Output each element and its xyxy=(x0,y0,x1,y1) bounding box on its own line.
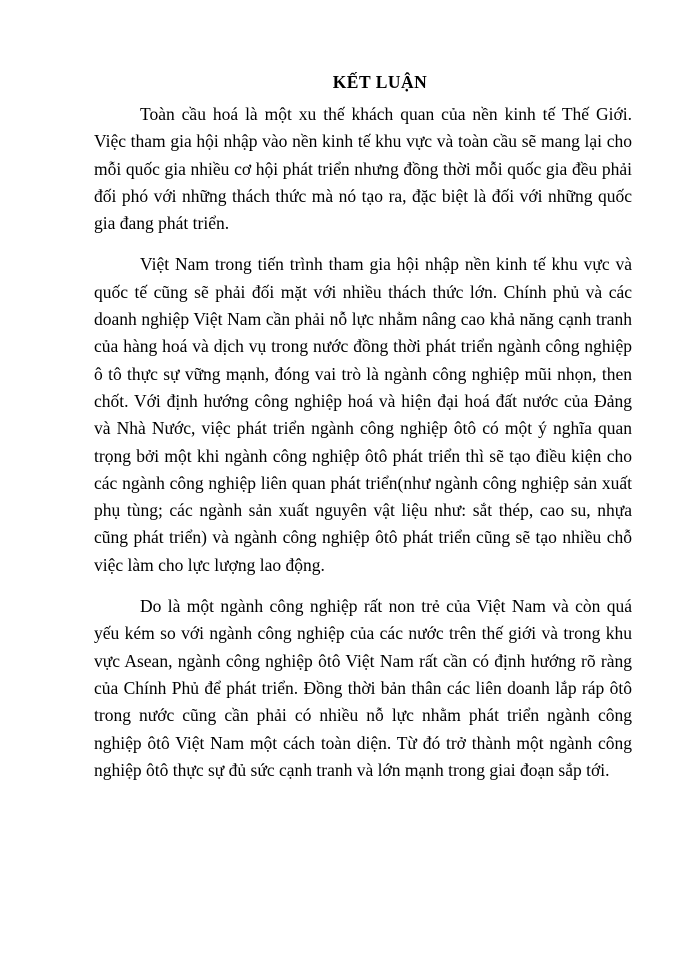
paragraph-3: Do là một ngành công nghiệp rất non trẻ của Việt Nam và còn quá yếu kém so với ngành công nghiệp của các nước trên thế giới và trong khu vực Asean, ngành công nghiệp ôtô Việt Nam rất cần có định hướng rõ ràng của Chính Phủ để phát triển. Đồng thời bản thân các liên doanh lắp ráp ôtô trong nước cũng cần phải có nhiều nỗ lực nhằm phát triển ngành công nghiệp ôtô Việt Nam một cách toàn diện. Từ đó trở thành một ngành công nghiệp ôtô thực sự đủ sức cạnh tranh và lớn mạnh trong giai đoạn sắp tới. xyxy=(94,596,632,780)
paragraph-2: Việt Nam trong tiến trình tham gia hội nhập nền kinh tế khu vực và quốc tế cũng sẽ phải đối mặt với nhiều thách thức lớn. Chính phủ và các doanh nghiệp Việt Nam cần phải nỗ lực nhằm nâng cao khả năng cạnh tranh của hàng hoá và dịch vụ trong nước đồng thời phát triển ngành công nghiệp ô tô thực sự vững mạnh, đóng vai trò là ngành công nghiệp mũi nhọn, then chốt. Với định hướng công nghiệp hoá và hiện đại hoá đất nước của Đảng và Nhà Nước, việc phát triển ngành công nghiệp ôtô có một ý nghĩa quan trọng bởi một khi ngành công nghiệp ôtô phát triển thì sẽ tạo điều kiện cho các ngành công nghiệp liên quan phát triển(như ngành công nghiệp sản xuất phụ tùng; các ngành sản xuất nguyên vật liệu như: sắt thép, cao su, nhựa cũng phát triển) và ngành công nghiệp ôtô phát triển cũng sẽ tạo nhiều chỗ việc làm cho lực lượng lao động. xyxy=(94,254,632,575)
page-title: KẾT LUẬN xyxy=(332,72,428,92)
paragraph-1: Toàn cầu hoá là một xu thế khách quan của nền kinh tế Thế Giới. Việc tham gia hội nhập vào nền kinh tế khu vực và toàn cầu sẽ mang lại cho mỗi quốc gia nhiều cơ hội phát triển nhưng đồng thời mỗi quốc gia đều phải đối phó với những thách thức mà nó tạo ra, đặc biệt là đối với những quốc gia đang phát triển. xyxy=(94,104,632,234)
